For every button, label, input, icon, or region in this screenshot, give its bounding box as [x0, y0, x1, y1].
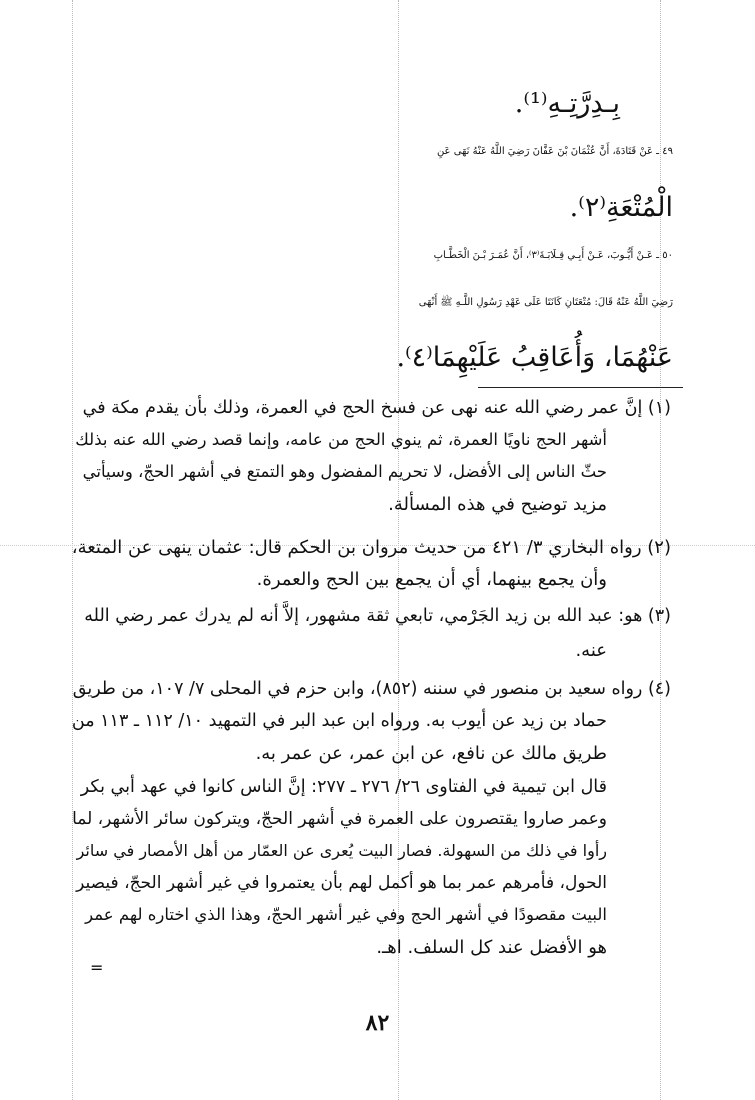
- footnote-4-line-5: وعمر صاروا يقتصرون على العمرة في أشهر الحجّ، ويتركون سائر الأشهر، لما: [72, 809, 607, 829]
- footnote-2-line-1: (٢) رواه البخاري ٣/ ٤٢١ من حديث مروان بن الحكم قال: عثمان ينهى عن المتعة،: [71, 537, 671, 558]
- hadith-50-line-3: عَنْهُمَا، وَأُعَاقِبُ عَلَيْهِمَا⁽٤⁾.: [396, 342, 673, 373]
- footnote-separator: [478, 387, 683, 388]
- footnote-4-line-7: الحول، فأمرهم عمر بما هو أكمل لهم بأن يعتمروا في غير أشهر الحجّ، فيصير: [76, 873, 607, 893]
- page-number: ٨٢: [365, 1010, 390, 1036]
- main-line-1: بِـدِرَّتِـهِ⁽¹⁾.: [514, 88, 620, 119]
- footnote-4-line-6: رأوا في ذلك من السهولة. فصار البيت يُعرى عن العمّار من أهل الأمصار في سائر: [76, 841, 607, 860]
- footnote-4-line-2: حماد بن زيد عن أيوب به. ورواه ابن عبد البر في التمهيد ١٠/ ١١٢ ـ ١١٣ من: [71, 711, 607, 731]
- footnote-1-line-2: أشهر الحج ناويًا العمرة، ثم ينوي الحج من عامه، وإنما قصد رضي الله عنه بذلك: [75, 430, 607, 449]
- footnote-1-line-4: مزيد توضيح في هذه المسألة.: [388, 494, 607, 515]
- footnote-3-line-2: عنه.: [575, 640, 607, 661]
- hadith-49-line-1: ٤٩ ـ عَنْ قَتَادَةَ، أَنَّ عُثْمَانَ بْنَ عَفَّانَ رَضِيَ اللَّهُ عَنْهُ نَهَى عَنِ: [436, 146, 673, 157]
- footnote-2-line-2: وأن يجمع بينهما، أي أن يجمع بين الحج والعمرة.: [256, 569, 607, 590]
- footnote-4-line-1: (٤) رواه سعيد بن منصور في سننه (٨٥٢)، وابن حزم في المحلى ٧/ ١٠٧، من طريق: [72, 679, 671, 699]
- footnote-4-line-9: هو الأفضل عند كل السلف. اهـ.: [376, 937, 607, 958]
- hadith-49-line-2: الْمُتْعَةِ⁽٢⁾.: [569, 192, 673, 223]
- footnote-1-line-1: (١) إنَّ عمر رضي الله عنه نهى عن فسخ الحج في العمرة، وذلك بأن يقدم مكة في: [82, 398, 671, 418]
- hadith-50-line-2: رَضِيَ اللَّهُ عَنْهُ قَالَ: مُتْعَتَانِ كَانَتَا عَلَى عَهْدِ رَسُولِ اللَّـهِ ﷺ أَنْهَى: [418, 297, 673, 308]
- footnote-1-line-3: حثّ الناس إلى الأفضل، لا تحريم المفضول وهو التمتع في أشهر الحجّ، وسيأتي: [82, 462, 607, 481]
- hadith-50-line-1: ٥٠ ـ عَـنْ أَيُّـوبَ، عَـنْ أَبِـي قِـلَابَـةَ⁽٣⁾، أَنَّ عُمَـرَ بْـنَ الْخَطَّـابِ: [433, 250, 673, 261]
- footnote-4-line-8: البيت مقصودًا في أشهر الحج وفي غير أشهر الحجّ، وهذا الذي اختاره لهم عمر: [85, 905, 607, 924]
- footnote-3-line-1: (٣) هو: عبد الله بن زيد الجَرْمي، تابعي ثقة مشهور، إلاَّ أنه لم يدرك عمر رضي الله: [84, 606, 671, 626]
- footnote-4-line-4: قال ابن تيمية في الفتاوى ٢٦/ ٢٧٦ ـ ٢٧٧: إنَّ الناس كانوا في عهد أبي بكر: [80, 777, 607, 797]
- margin-mark: =: [90, 958, 104, 977]
- footnote-4-line-3: طريق مالك عن نافع، عن ابن عمر، عن عمر به.: [255, 743, 607, 764]
